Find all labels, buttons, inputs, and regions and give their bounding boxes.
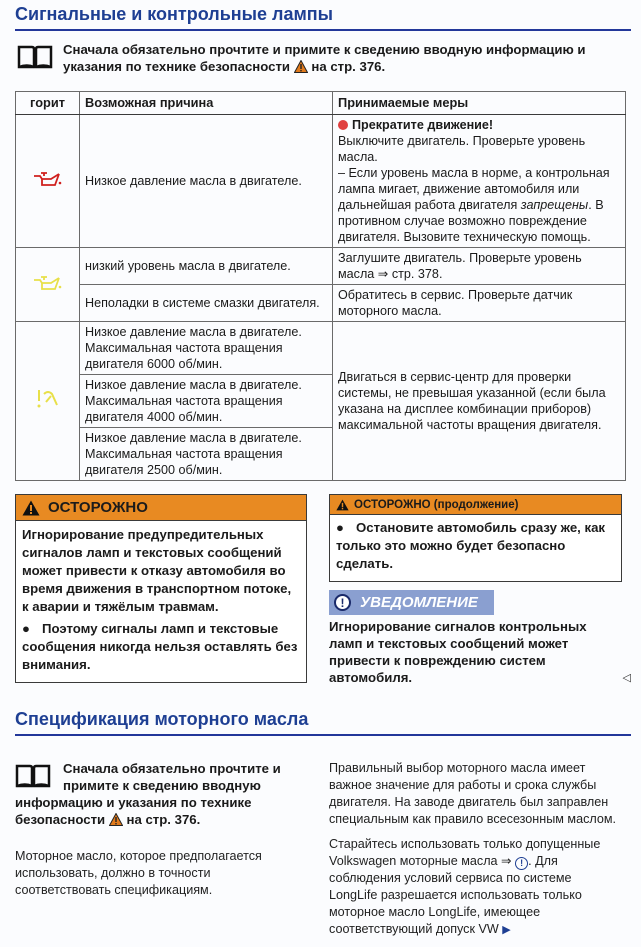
page-reference-link[interactable]: на стр. 376. bbox=[126, 812, 201, 827]
cause-cell: Неполадки в системе смазки двигателя. bbox=[80, 285, 333, 322]
header-cause: Возможная причина bbox=[80, 92, 333, 115]
stop-driving-line bbox=[338, 117, 620, 133]
spec-left-column bbox=[15, 748, 307, 899]
table-row bbox=[16, 115, 626, 248]
notice-reference-icon[interactable]: ! bbox=[515, 857, 528, 870]
intro-text: Сначала обязательно прочтите и примите к сведению вводную информацию и указания по технике безопасности bbox=[63, 42, 586, 74]
spec-paragraph bbox=[329, 836, 622, 939]
continue-arrow-icon: ▶ bbox=[502, 924, 511, 936]
table-row bbox=[16, 322, 626, 375]
spec-text-b: . Для соблюдения условий сервиса по системе LongLife разрешается использовать только моторное масло LongLife, имеющее соответствующий допуск VW bbox=[329, 854, 582, 936]
cause-cell: низкий уровень масла в двигателе. bbox=[80, 248, 333, 285]
caution-header bbox=[16, 495, 306, 521]
caution-header bbox=[330, 495, 621, 515]
oil-level-yellow-icon bbox=[33, 280, 63, 294]
cause-cell: Низкое давление масла в двигателе. Максимальная частота вращения двигателя 2500 об/мин. bbox=[80, 428, 333, 481]
header-lamp: горит bbox=[16, 92, 80, 115]
measure-cell: Двигаться в сервис-центр для проверки системы, не превышая указанной (если была указана на дисплее комбинации приборов) максимальной частоты вращения двигателя. bbox=[333, 322, 626, 481]
measure-cell bbox=[333, 115, 626, 248]
table-row bbox=[16, 248, 626, 285]
lamp-cell bbox=[16, 248, 80, 322]
caution-box bbox=[15, 494, 307, 683]
notice-title: УВЕДОМЛЕНИЕ bbox=[360, 594, 478, 611]
notice-block bbox=[329, 590, 631, 686]
spec-paragraph: Моторное масло, которое предполагается использовать, должно в точности соответствовать спецификациям. bbox=[15, 849, 262, 897]
cause-cell: Низкое давление масла в двигателе. Максимальная частота вращения двигателя 4000 об/мин. bbox=[80, 375, 333, 428]
measure-text-1: Выключите двигатель. Проверьте уровень масла. bbox=[338, 134, 586, 164]
measure-text-emphasis: запрещены bbox=[520, 198, 589, 212]
stop-icon bbox=[338, 120, 348, 130]
warning-lamps-table bbox=[15, 91, 626, 481]
notice-text: Игнорирование сигналов контрольных ламп и текстовых сообщений может привести к повреждению систем автомобиля. bbox=[329, 619, 587, 685]
safety-intro-note bbox=[15, 41, 631, 77]
engine-speed-limit-yellow-icon bbox=[35, 399, 61, 413]
warning-triangle-icon bbox=[294, 60, 308, 77]
spec-paragraph: Правильный выбор моторного масла имеет важное значение для работы и срока службы двигателя. На заводе двигатель был заправлен специальным как правило всесезонным маслом. bbox=[329, 761, 617, 826]
intro-text: Сначала обязательно прочтите и примите к сведению вводную информацию и указания по технике безопасности bbox=[15, 761, 281, 827]
caution-continued-box bbox=[329, 494, 622, 582]
section-title-warning-lamps: Сигнальные и контрольные лампы bbox=[15, 3, 631, 31]
page-reference-link[interactable]: на стр. 376. bbox=[311, 59, 386, 74]
safety-intro-note bbox=[15, 760, 307, 830]
caution-title: ОСТОРОЖНО (продолжение) bbox=[354, 498, 519, 511]
section-end-marker-icon: ◁ bbox=[622, 672, 631, 684]
section-title-oil-spec: Спецификация моторного масла bbox=[15, 708, 631, 736]
lamp-cell bbox=[16, 115, 80, 248]
lamp-cell bbox=[16, 322, 80, 481]
measure-cell: Обратитесь в сервис. Проверьте датчик моторного масла. bbox=[333, 285, 626, 322]
header-measures: Принимаемые меры bbox=[333, 92, 626, 115]
caution-title: ОСТОРОЖНО bbox=[48, 499, 148, 516]
oil-spec-area bbox=[15, 748, 631, 939]
spec-text-a: Старайтесь использовать только допущенные Volkswagen моторные масла ⇒ bbox=[329, 837, 601, 868]
caution-bullet: ● Поэтому сигналы ламп и текстовые сообщения никогда нельзя оставлять без внимания. bbox=[22, 621, 298, 672]
cause-cell: Низкое давление масла в двигателе. bbox=[80, 115, 333, 248]
spec-right-column bbox=[329, 748, 622, 939]
caution-text: Игнорирование предупредительных сигналов ламп и текстовых сообщений может привести к отказу автомобиля во время движения в транспортном потоке, к аварии и тяжёлым травмам. bbox=[22, 527, 292, 614]
warnings-left-column bbox=[15, 494, 307, 683]
warning-triangle-icon bbox=[22, 500, 40, 516]
exclamation-circle-icon: ! bbox=[334, 594, 351, 611]
table-row bbox=[16, 285, 626, 322]
measure-text-2 bbox=[338, 165, 620, 245]
warning-triangle-icon bbox=[336, 499, 349, 511]
warnings-area bbox=[15, 494, 631, 686]
notice-header bbox=[329, 590, 494, 615]
caution-body bbox=[16, 521, 306, 682]
caution-body bbox=[330, 515, 621, 581]
caution-bullet-text: Поэтому сигналы ламп и текстовые сообщения никогда нельзя оставлять без внимания. bbox=[22, 621, 298, 672]
warnings-right-column bbox=[329, 494, 631, 686]
cause-cell: Низкое давление масла в двигателе. Максимальная частота вращения двигателя 6000 об/мин. bbox=[80, 322, 333, 375]
stop-text: Прекратите движение! bbox=[352, 118, 494, 132]
caution-bullet-text: Остановите автомобиль сразу же, как только это можно будет безопасно сделать. bbox=[336, 520, 606, 571]
book-icon bbox=[15, 762, 51, 794]
table-header-row bbox=[16, 92, 626, 115]
warning-triangle-icon bbox=[109, 813, 123, 830]
measure-text-2b: . В противном случае возможно повреждение двигателя. Вызовите техническую помощь. bbox=[338, 198, 604, 244]
book-icon bbox=[17, 43, 53, 75]
caution-bullet: ● Остановите автомобиль сразу же, как только это можно будет безопасно сделать. bbox=[336, 520, 606, 571]
oil-pressure-red-icon bbox=[33, 176, 63, 190]
measure-text-2a: – Если уровень масла в норме, а контрольная лампа мигает, движение автомобиля или дальнейшая работа двигателя bbox=[338, 166, 610, 212]
measure-cell: Заглушите двигатель. Проверьте уровень масла ⇒ стр. 378. bbox=[333, 248, 626, 285]
